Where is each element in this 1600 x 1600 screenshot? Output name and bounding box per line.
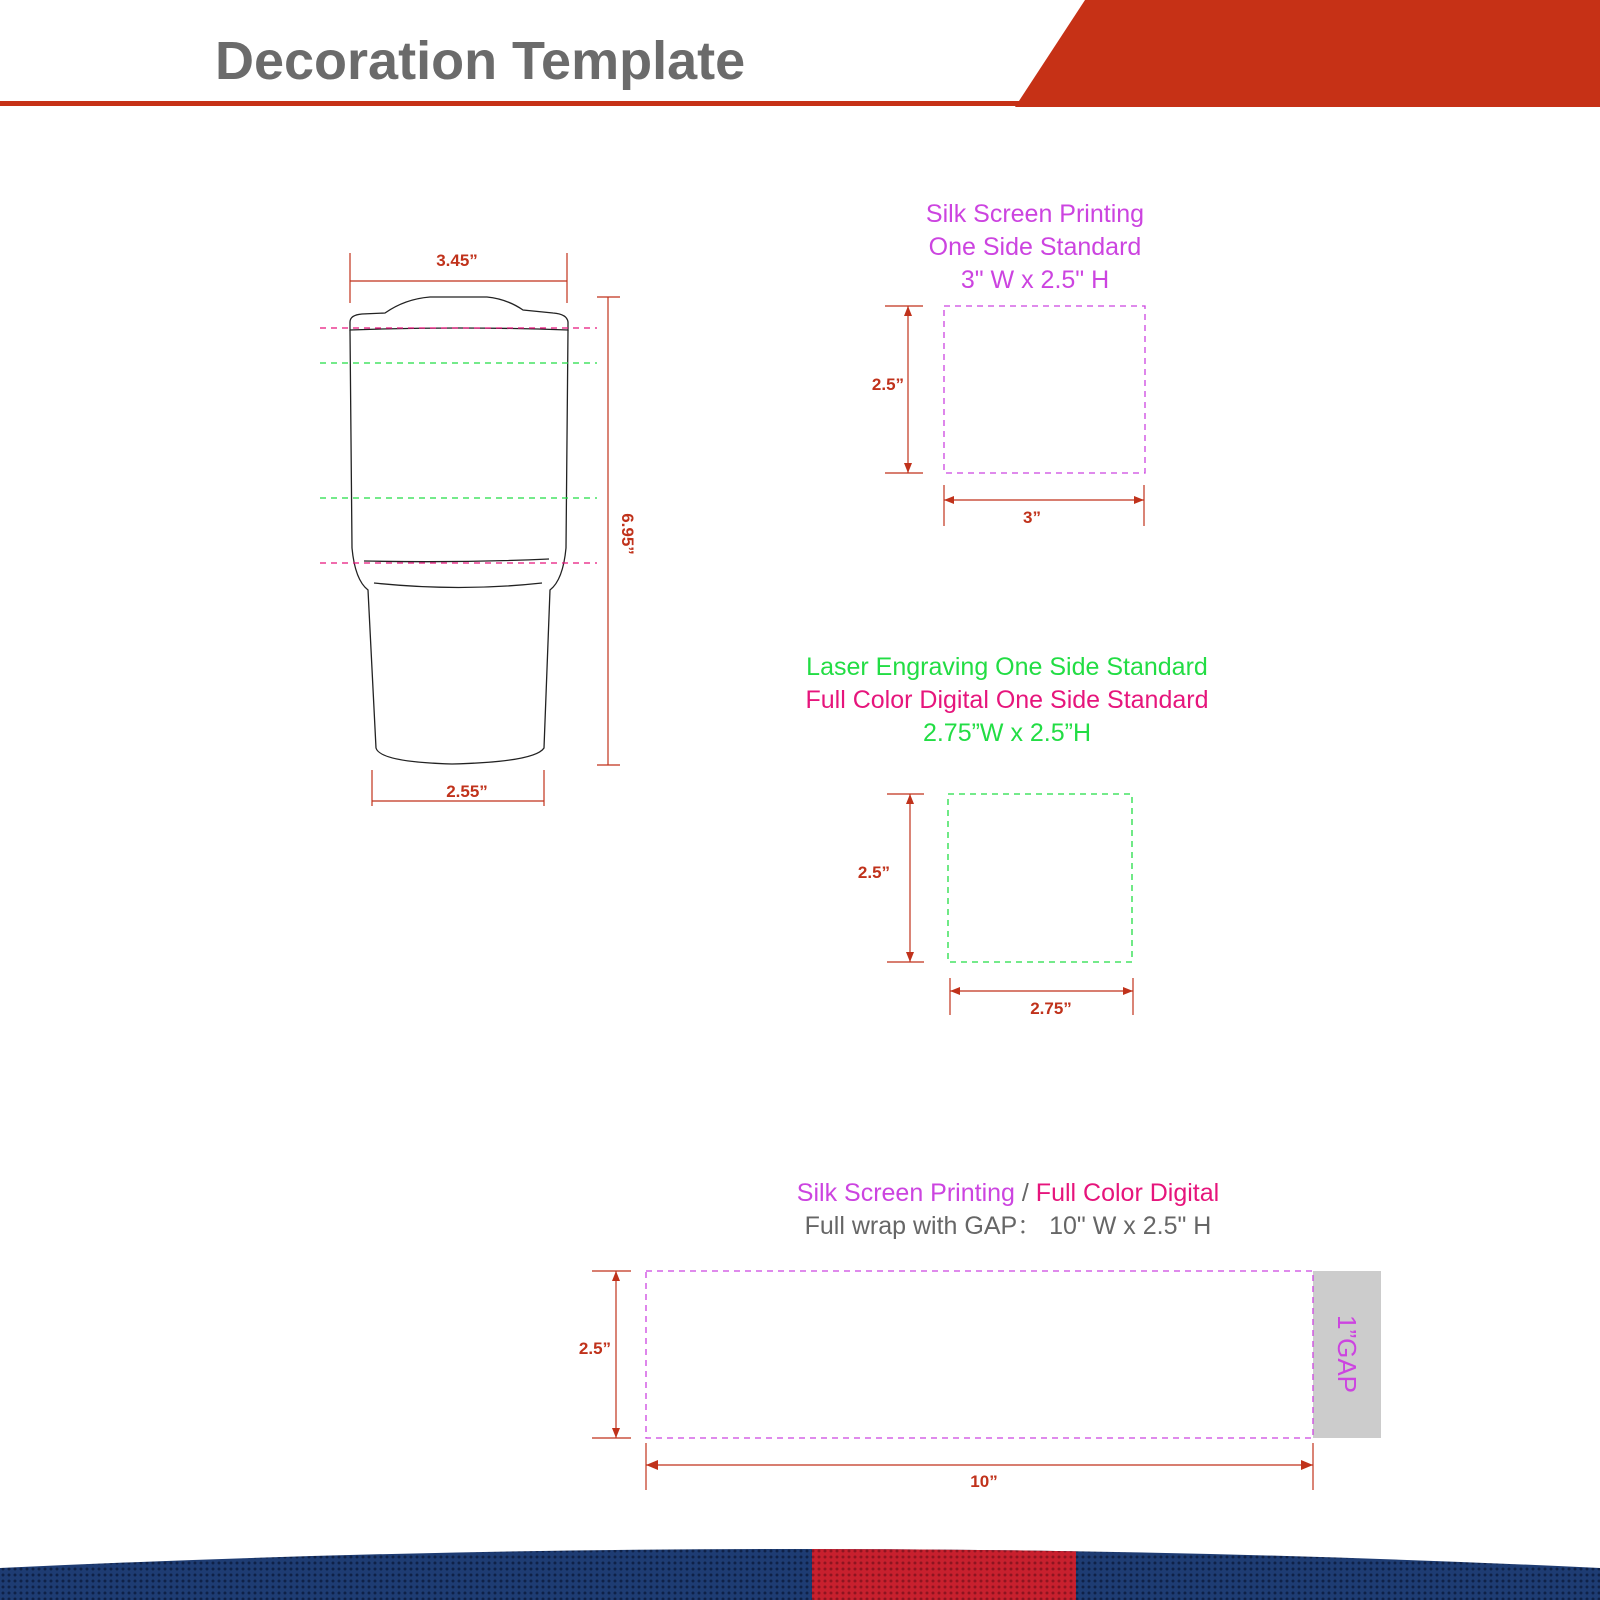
full-wrap-area bbox=[646, 1271, 1313, 1438]
header-bar bbox=[0, 0, 1600, 107]
page-title: Decoration Template bbox=[215, 31, 746, 91]
silk-screen-width-label: 3” bbox=[1023, 508, 1041, 527]
size-caption-line3: 2.75”W x 2.5”H bbox=[922, 719, 1092, 747]
laser-caption-line1: Laser Engraving One Side Standard bbox=[806, 653, 1208, 681]
silk-screen-height-label: 2.5” bbox=[871, 375, 905, 394]
full-wrap-caption-line1 bbox=[708, 1177, 1308, 1210]
decoration-zone-lines bbox=[320, 328, 597, 563]
full-wrap-caption bbox=[708, 1177, 1308, 1243]
silk-screen-caption-line3: 3" W x 2.5" H bbox=[960, 266, 1110, 294]
tumbler-outline bbox=[350, 297, 568, 764]
full-wrap-digital-label: Full Color Digital bbox=[1035, 1179, 1220, 1207]
digital-caption-line2: Full Color Digital One Side Standard bbox=[805, 686, 1209, 714]
silk-screen-caption-line1: Silk Screen Printing bbox=[925, 200, 1145, 228]
laser-digital-caption bbox=[757, 651, 1257, 750]
laser-digital-dimensions bbox=[887, 794, 1133, 1015]
full-wrap-silk-label: Silk Screen Printing bbox=[796, 1179, 1015, 1207]
silk-screen-caption bbox=[835, 198, 1235, 297]
bottom-width-label: 2.55” bbox=[446, 782, 488, 801]
laser-digital-area bbox=[948, 794, 1132, 962]
full-wrap-width-label: 10” bbox=[970, 1472, 998, 1491]
full-wrap-dimensions bbox=[592, 1271, 1313, 1490]
laser-digital-width-label: 2.75” bbox=[1030, 999, 1072, 1018]
full-wrap-caption-line2: Full wrap with GAP： 10" W x 2.5" H bbox=[804, 1212, 1212, 1240]
dimension-height bbox=[597, 297, 620, 765]
footer-band bbox=[0, 1525, 1600, 1600]
full-wrap-height-label: 2.5” bbox=[578, 1339, 612, 1358]
laser-digital-height-label: 2.5” bbox=[857, 863, 891, 882]
full-wrap-separator: / bbox=[1014, 1179, 1036, 1207]
gap-label: 1”GAP bbox=[1332, 1314, 1362, 1394]
silk-screen-area bbox=[944, 306, 1145, 473]
height-label: 6.95” bbox=[618, 513, 637, 555]
silk-screen-dimensions bbox=[885, 306, 1144, 526]
top-width-label: 3.45” bbox=[436, 251, 478, 270]
silk-screen-caption-line2: One Side Standard bbox=[928, 233, 1142, 261]
